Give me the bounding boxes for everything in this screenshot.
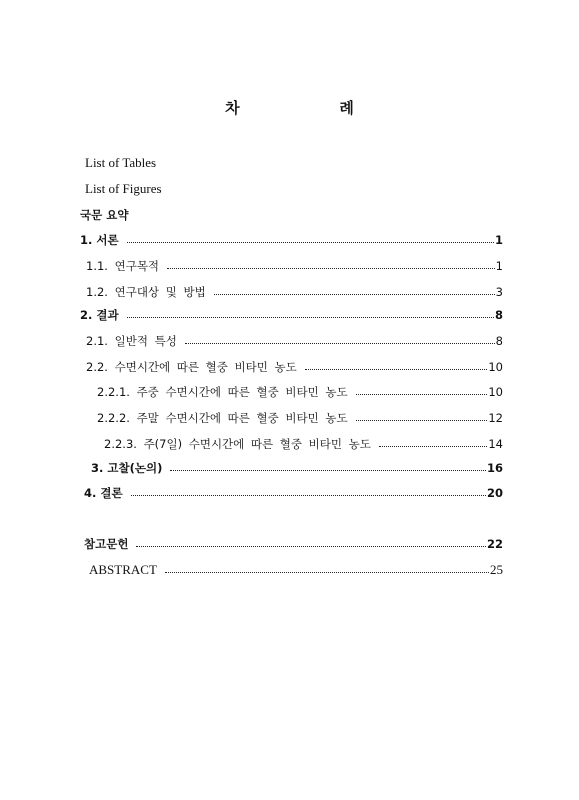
toc-item-abstract: [89, 559, 503, 577]
toc-page-number: 22: [486, 537, 503, 551]
page-title: 차 례: [225, 99, 354, 117]
toc-page-number: 10: [488, 360, 503, 374]
toc-label: List of Tables: [85, 155, 157, 170]
dot-leader: [214, 294, 495, 295]
toc-label: ABSTRACT: [89, 562, 157, 577]
toc-page-number: 16: [486, 461, 503, 475]
toc-item-1: [80, 229, 503, 247]
toc-page-number: 25: [490, 562, 503, 577]
toc-label: List of Figures: [85, 181, 162, 196]
toc-item-4: [84, 482, 503, 500]
toc-label: 2.2. 수면시간에 따른 혈중 비타민 농도: [86, 360, 297, 374]
toc-page-number: 1: [494, 233, 503, 247]
dot-leader: [136, 546, 486, 547]
toc-label: 1.1. 연구목적: [86, 259, 160, 273]
toc-page-number: 8: [494, 308, 503, 322]
toc-label: 2. 결과: [80, 308, 119, 322]
toc-item-2: [80, 304, 503, 322]
dot-leader: [305, 369, 488, 370]
dot-leader: [356, 420, 488, 421]
toc-item-2-2-1: [97, 381, 503, 399]
toc-label: 참고문헌: [84, 537, 129, 551]
toc-page-number: 10: [488, 385, 503, 399]
toc-item-2-2-2: [97, 407, 503, 425]
dot-leader: [185, 343, 495, 344]
dot-leader: [165, 572, 489, 573]
dot-leader: [127, 242, 494, 243]
toc-label: 3. 고찰(논의): [91, 461, 163, 475]
toc-page-number: 14: [488, 437, 503, 451]
toc-item-korean-abstract: [80, 204, 136, 222]
toc-label: 2.2.3. 주(7일) 수면시간에 따른 혈중 비타민 농도: [104, 437, 371, 451]
dot-leader: [170, 470, 486, 471]
toc-label: 국문 요약: [80, 208, 129, 222]
toc-page-number: 3: [495, 285, 503, 299]
toc-item-2-1: [86, 330, 503, 348]
toc-page-number: 20: [486, 486, 503, 500]
toc-item-list-of-figures: [85, 178, 170, 196]
toc-label: 1.2. 연구대상 및 방법: [86, 285, 206, 299]
dot-leader: [356, 394, 488, 395]
toc-item-1-1: [86, 255, 503, 273]
dot-leader: [127, 317, 494, 318]
dot-leader: [167, 268, 495, 269]
toc-item-list-of-tables: [85, 152, 164, 170]
toc-label: 2.2.2. 주말 수면시간에 따른 혈중 비타민 농도: [97, 411, 348, 425]
toc-page-number: 12: [488, 411, 503, 425]
toc-item-3: [91, 457, 503, 475]
toc-label: 2.1. 일반적 특성: [86, 334, 177, 348]
toc-label: 4. 결론: [84, 486, 123, 500]
toc-item-2-2-3: [104, 433, 503, 451]
dot-leader: [379, 446, 487, 447]
toc-item-references: [84, 533, 503, 551]
toc-label: 1. 서론: [80, 233, 119, 247]
toc-item-1-2: [86, 281, 503, 299]
toc-label: 2.2.1. 주중 수면시간에 따른 혈중 비타민 농도: [97, 385, 348, 399]
dot-leader: [131, 495, 486, 496]
toc-page-number: 1: [495, 259, 503, 273]
toc-page-number: 8: [495, 334, 503, 348]
toc-item-2-2: [86, 356, 503, 374]
